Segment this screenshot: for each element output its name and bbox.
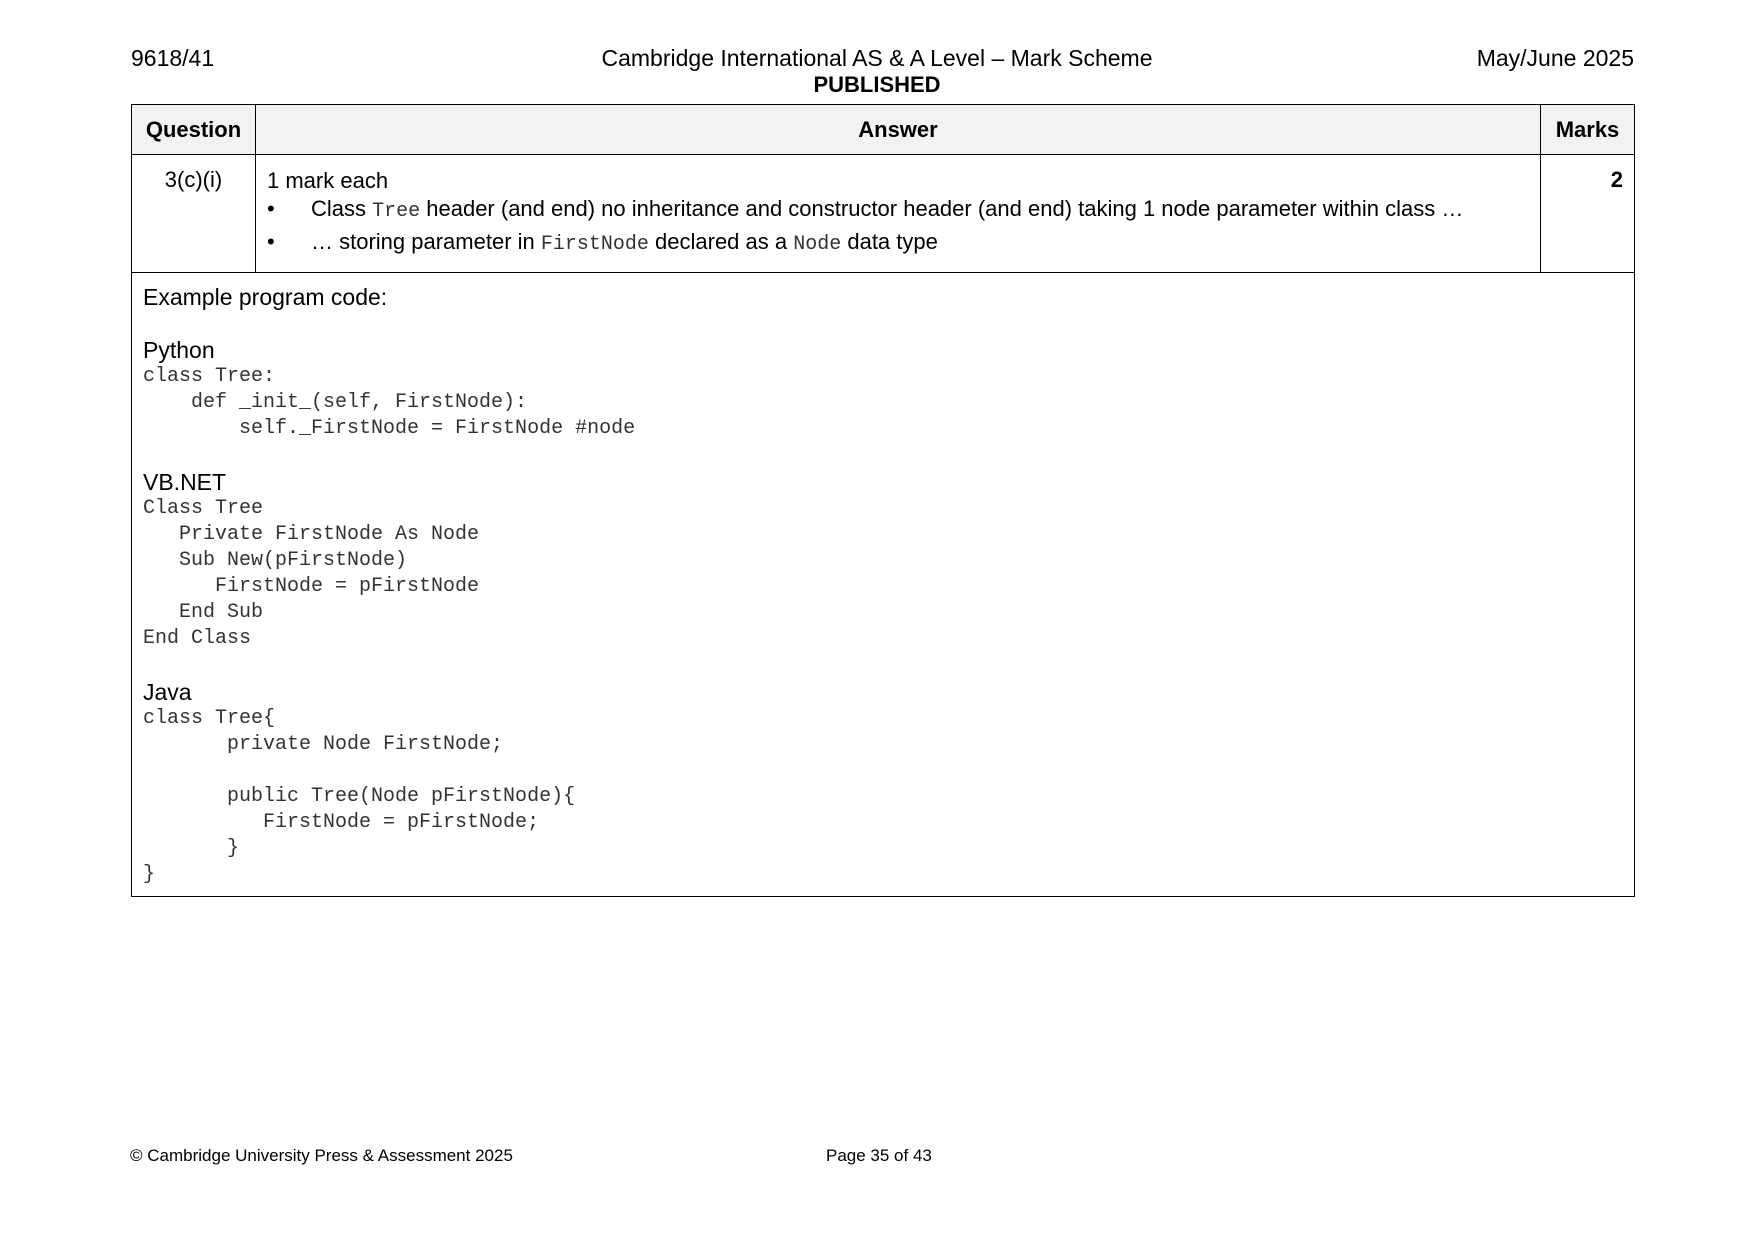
mark-scheme-table [131, 104, 1635, 897]
example-row [132, 273, 1635, 897]
marking-point-1: • Class Tree header (and end) no inheritance and constructor header (and end) taking 1 node parameter within class … [267, 196, 1464, 223]
document-title: Cambridge International AS & A Level – Mark Scheme [601, 45, 1153, 71]
published-label: PUBLISHED [813, 72, 941, 97]
question-column-header: Question [132, 105, 256, 155]
page-number: Page 35 of 43 [826, 1146, 932, 1165]
table-header-row [132, 105, 1635, 155]
marking-points [267, 194, 1530, 260]
bullet-icon: • [267, 196, 275, 221]
paper-code: 9618/41 [131, 45, 215, 71]
mark-allocation-note: 1 mark each [267, 168, 389, 193]
copyright-notice: © Cambridge University Press & Assessment 2025 [130, 1146, 513, 1165]
inline-code: FirstNode [540, 233, 649, 256]
question-number: 3(c)(i) [132, 155, 256, 273]
marks-column-header: Marks [1541, 105, 1635, 155]
java-label: Java [143, 679, 192, 705]
vbnet-label: VB.NET [143, 469, 227, 495]
answer-cell [256, 155, 1541, 273]
python-label: Python [143, 337, 215, 363]
vbnet-code: Class Tree Private FirstNode As Node Sub New(pFirstNode) FirstNode = pFirstNode End Sub End Class [143, 497, 480, 650]
exam-session: May/June 2025 [1476, 45, 1634, 71]
python-code: class Tree: def _init_(self, FirstNode): self._FirstNode = FirstNode #node [143, 365, 636, 440]
answer-column-header: Answer [256, 105, 1541, 155]
example-title: Example program code: [143, 284, 388, 310]
bullet-icon: • [267, 229, 275, 254]
table-row [132, 155, 1635, 273]
inline-code: Tree [372, 200, 421, 223]
java-code: class Tree{ private Node FirstNode; public Tree(Node pFirstNode){ FirstNode = pFirstNode; } } [143, 707, 576, 886]
marking-point-2: • … storing parameter in FirstNode declared as a Node data type [267, 229, 938, 256]
marks-value: 2 [1541, 155, 1635, 273]
inline-code: Node [793, 233, 842, 256]
example-code-cell [132, 273, 1635, 897]
